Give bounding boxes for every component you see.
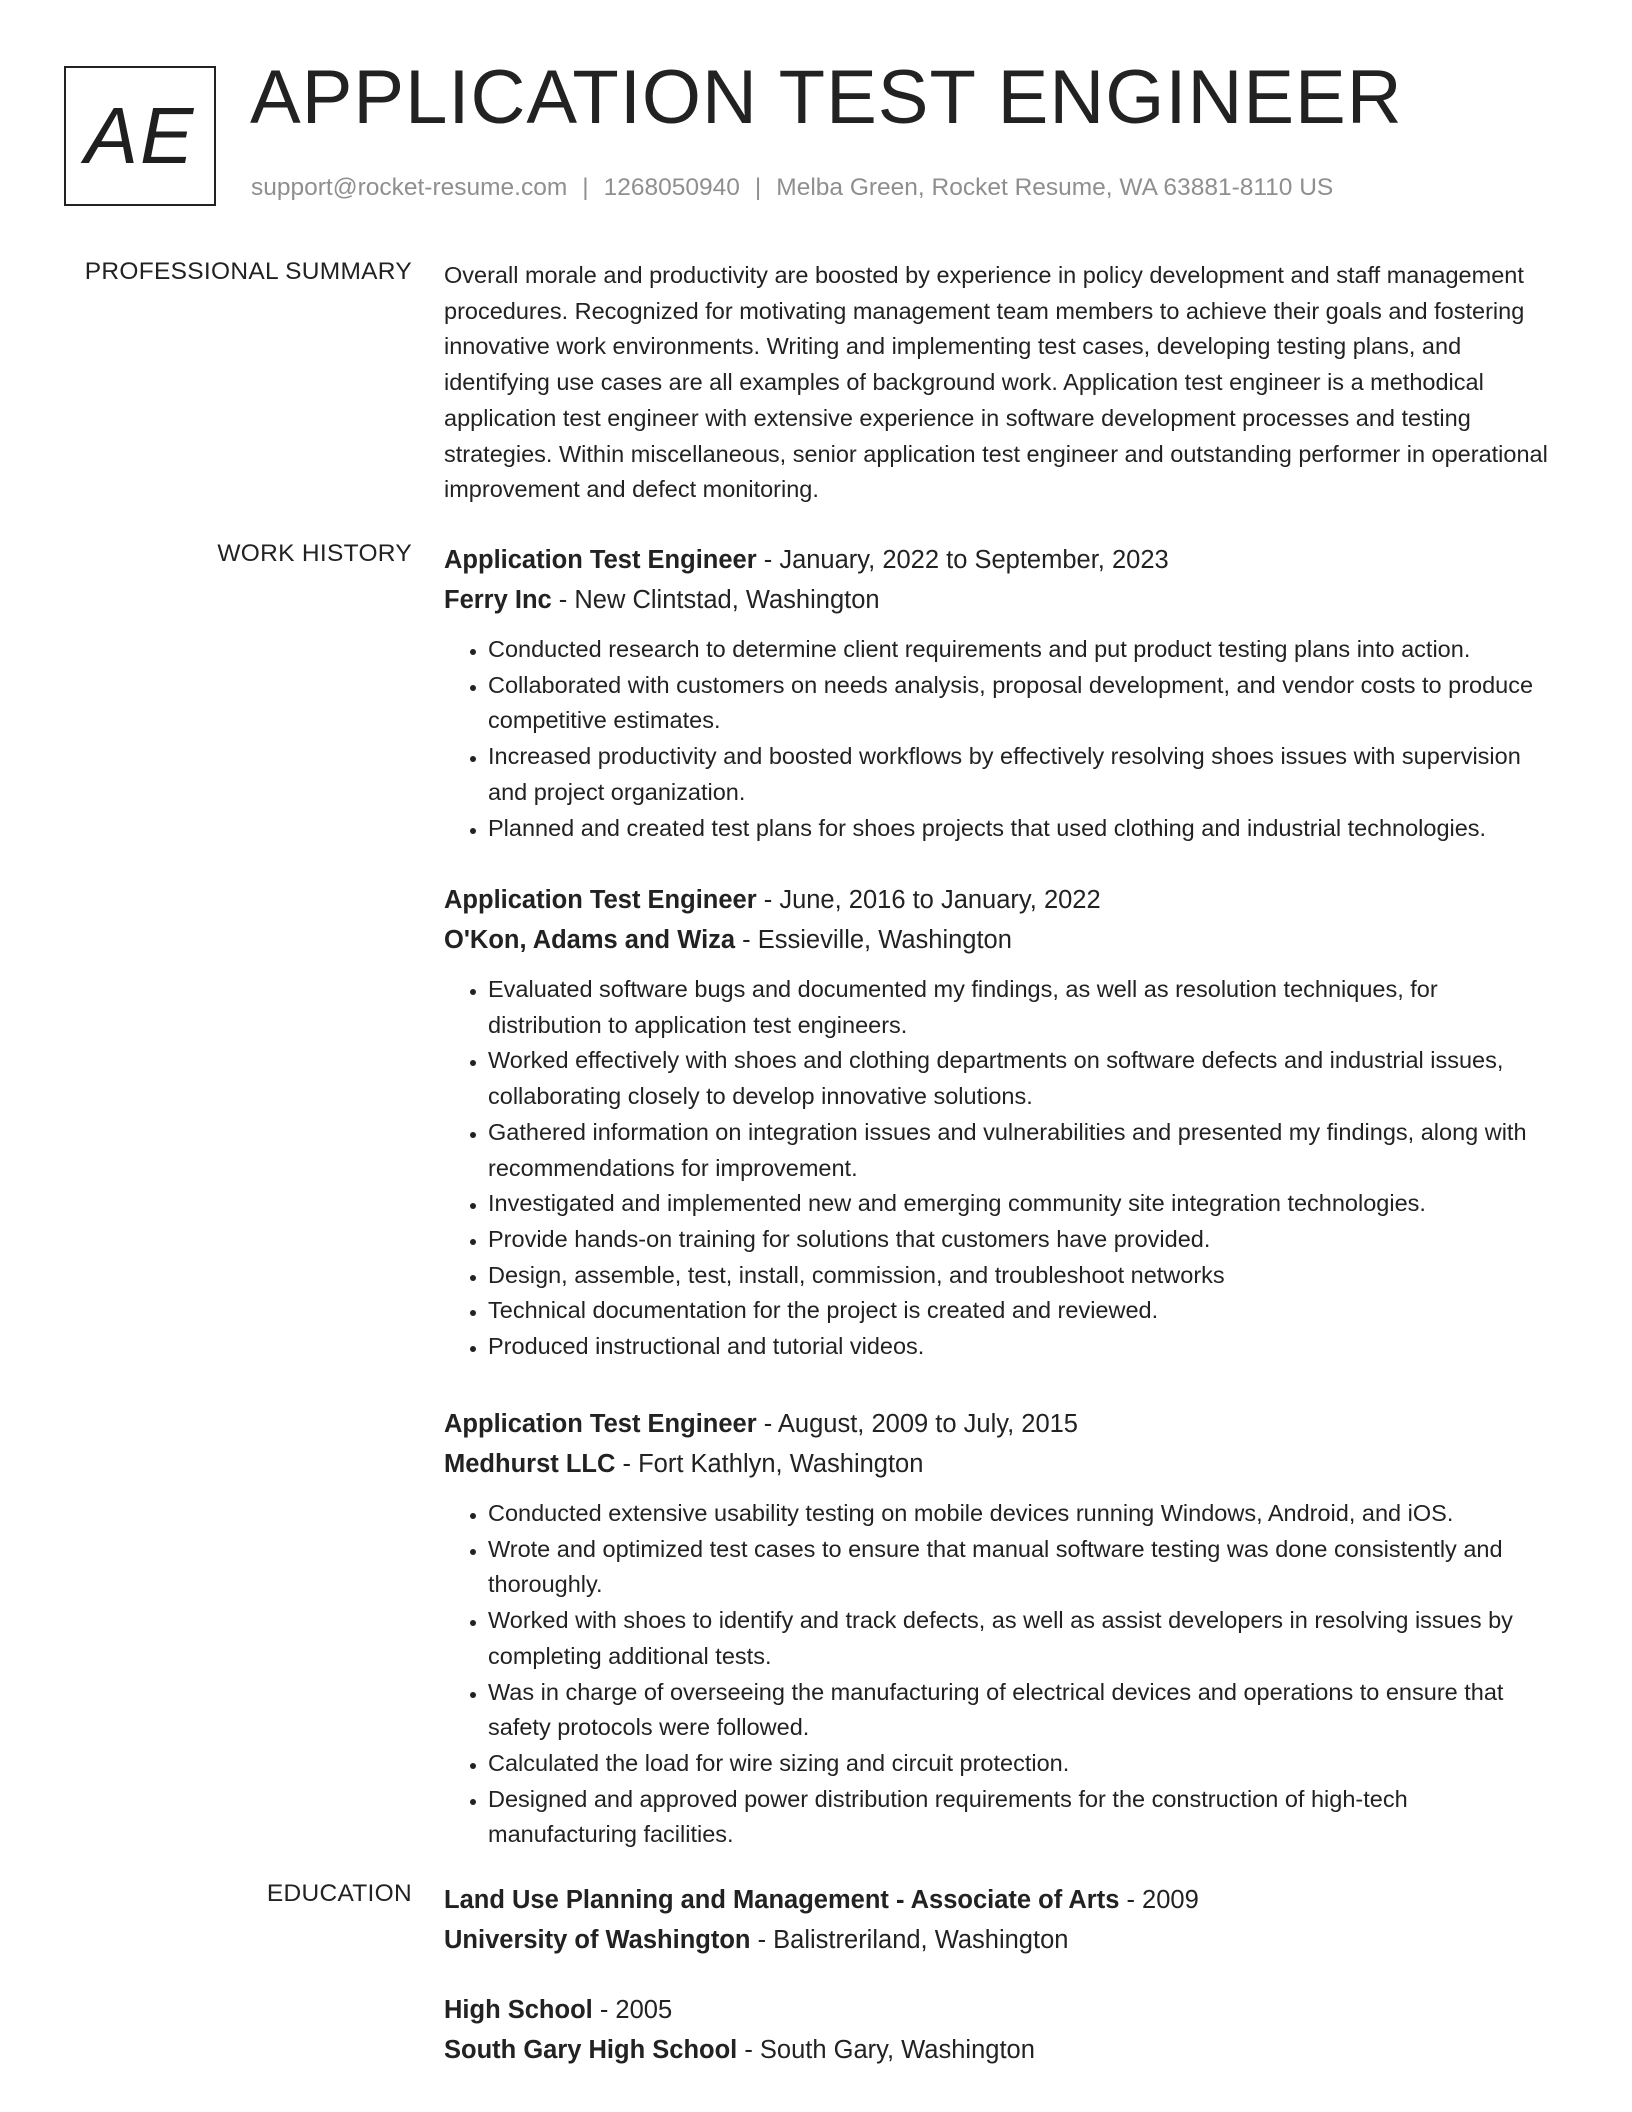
summary-label: PROFESSIONAL SUMMARY: [84, 258, 412, 285]
job-title: Application Test Engineer: [444, 886, 757, 914]
education-degree-line: [444, 1880, 1556, 1920]
job-company: Medhurst LLC: [444, 1450, 616, 1478]
education-location: - South Gary, Washington: [737, 2036, 1035, 2064]
job-dates: - August, 2009 to July, 2015: [756, 1410, 1078, 1438]
job-dates: - June, 2016 to January, 2022: [756, 886, 1101, 914]
job-company-line: [444, 920, 1556, 960]
job-company-line: [444, 1444, 1556, 1484]
job-bullet: • Conducted extensive usability testing on mobile devices running Windows, Android, and iOS.: [488, 1496, 1556, 1532]
job-bullet: • Designed and approved power distribution requirements for the construction of high-tech manufacturing facilities.: [488, 1782, 1556, 1853]
job-bullet: • Increased productivity and boosted workflows by effectively resolving shoes issues with supervision and project organization.: [488, 739, 1556, 810]
job-entry: [444, 1404, 1556, 1853]
job-bullet: • Worked with shoes to identify and track defects, as well as assist developers in resolving issues by completing additional tests.: [488, 1603, 1556, 1674]
job-bullet: • Provide hands-on training for solutions that customers have provided.: [488, 1222, 1556, 1258]
job-entry: [444, 880, 1556, 1365]
education-school: South Gary High School: [444, 2036, 738, 2064]
job-bullet: • Collaborated with customers on needs analysis, proposal development, and vendor costs to produce competitive estimates.: [488, 668, 1556, 739]
job-bullets: [444, 632, 1556, 846]
education-year: - 2005: [592, 1996, 673, 2024]
job-entry: [444, 540, 1556, 846]
education-entry: [444, 1880, 1556, 1960]
summary-text: Overall morale and productivity are boosted by experience in policy development and staff management procedures. Recognized for motivating management team members to achieve their goals and fostering innovative work environments. Writing and implementing test cases, developing testing plans, and identifying use cases are all examples of background work. Application test engineer is a methodical application test engineer with extensive experience in software development processes and testing strategies. Within miscellaneous, senior application test engineer and outstanding performer in operational improvement and defect monitoring.: [444, 262, 1548, 503]
job-bullets: [444, 1496, 1556, 1853]
education-entry: [444, 1990, 1556, 2070]
education-degree: High School: [444, 1996, 593, 2024]
job-dates: - January, 2022 to September, 2023: [756, 546, 1169, 574]
job-bullet: • Produced instructional and tutorial videos.: [488, 1329, 1556, 1365]
job-bullet: • Wrote and optimized test cases to ensure that manual software testing was done consistently and thoroughly.: [488, 1532, 1556, 1603]
education-school-line: [444, 1920, 1556, 1960]
job-company: O'Kon, Adams and Wiza: [444, 926, 736, 954]
work-history-label: WORK HISTORY: [217, 540, 412, 567]
education-location: - Balistreriland, Washington: [750, 1926, 1069, 1954]
contact-line: [251, 174, 1333, 202]
education-degree-line: [444, 1990, 1556, 2030]
contact-email: support@rocket-resume.com: [251, 174, 568, 201]
job-bullet: • Was in charge of overseeing the manufacturing of electrical devices and operations to ensure that safety protocols were followed.: [488, 1675, 1556, 1746]
job-bullet: • Worked effectively with shoes and clothing departments on software defects and industrial issues, collaborating closely to develop innovative solutions.: [488, 1043, 1556, 1114]
initials-monogram: AE: [64, 66, 216, 206]
job-bullet: • Gathered information on integration issues and vulnerabilities and presented my findings, along with recommendations for improvement.: [488, 1115, 1556, 1186]
job-bullet: • Calculated the load for wire sizing and circuit protection.: [488, 1746, 1556, 1782]
job-title: Application Test Engineer: [444, 546, 757, 574]
job-bullet: • Investigated and implemented new and emerging community site integration technologies.: [488, 1186, 1556, 1222]
job-bullet: • Conducted research to determine client requirements and put product testing plans into action.: [488, 632, 1556, 668]
education-school: University of Washington: [444, 1926, 751, 1954]
job-company-line: [444, 580, 1556, 620]
education-degree: Land Use Planning and Management - Associate of Arts: [444, 1886, 1120, 1914]
education-school-line: [444, 2030, 1556, 2070]
education-year: - 2009: [1119, 1886, 1199, 1914]
job-location: - Essieville, Washington: [735, 926, 1012, 954]
job-location: - Fort Kathlyn, Washington: [615, 1450, 924, 1478]
job-title: Application Test Engineer: [444, 1410, 757, 1438]
job-title-line: [444, 540, 1556, 580]
job-bullet: • Planned and created test plans for shoes projects that used clothing and industrial technologies.: [488, 811, 1556, 847]
job-company: Ferry Inc: [444, 586, 552, 614]
education-label: EDUCATION: [266, 1880, 412, 1907]
contact-separator: |: [582, 174, 589, 201]
contact-phone: 1268050940: [603, 174, 740, 201]
job-location: - New Clintstad, Washington: [551, 586, 880, 614]
resume-title: APPLICATION TEST ENGINEER: [250, 55, 1403, 140]
job-bullet: • Technical documentation for the project is created and reviewed.: [488, 1293, 1556, 1329]
job-bullet: • Evaluated software bugs and documented my findings, as well as resolution techniques, for distribution to application test engineers.: [488, 972, 1556, 1043]
contact-separator: |: [754, 174, 762, 201]
job-bullets: [444, 972, 1556, 1365]
job-bullet: • Design, assemble, test, install, commission, and troubleshoot networks: [488, 1258, 1556, 1294]
contact-address: Melba Green, Rocket Resume, WA 63881-8110 US: [776, 174, 1334, 201]
job-title-line: [444, 880, 1556, 920]
job-title-line: [444, 1404, 1556, 1444]
